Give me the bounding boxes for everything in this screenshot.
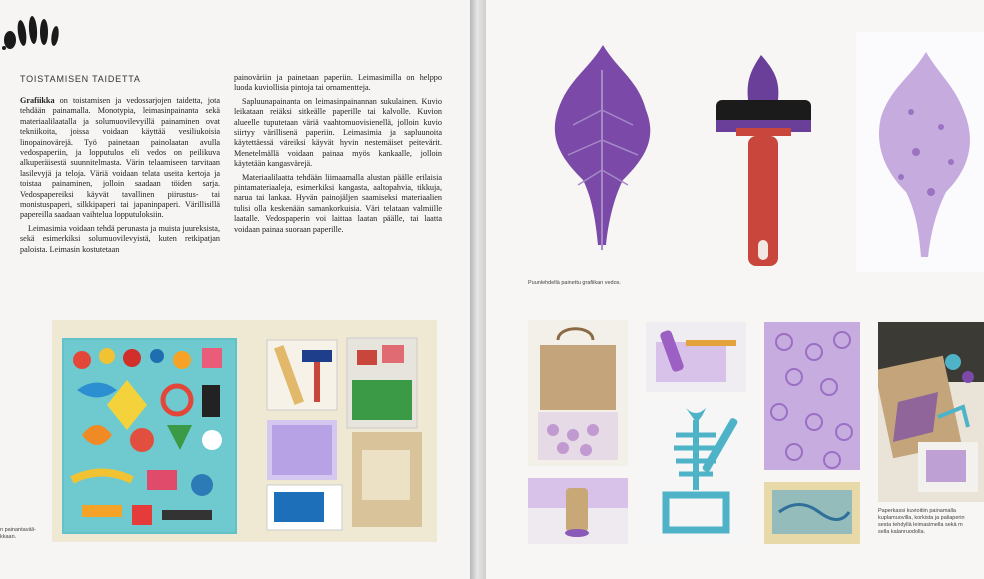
ink-roller-icon (696, 40, 831, 275)
small-roller-icon (646, 322, 746, 392)
bubble-roller-photo (646, 322, 746, 392)
bubble-print-photo (764, 322, 860, 470)
page-gutter (470, 0, 486, 579)
left-page (0, 0, 470, 579)
ink-roller-photo (696, 40, 831, 275)
lead-word: Grafiikka (20, 96, 55, 105)
printing-tools-photo (52, 320, 437, 542)
purple-leaf-photo (528, 30, 676, 275)
tools-caption-line-1: n painantaväli- (0, 527, 36, 533)
cork-stamp-icon (528, 478, 628, 544)
paragraph-3: painoväriin ja painetaan paperiin. Leimasimilla on helppo luoda kuviollisia pintoja tai ornamentteja. (234, 73, 442, 93)
printing-tools-illustration (52, 320, 437, 542)
bubble-texture (764, 322, 860, 470)
printed-bags-photo (878, 322, 984, 502)
purple-leaf-icon (528, 30, 676, 275)
paragraph-2: Leimasimia voidaan tehdä perunasta ja muista juureksista, sekä esimerkiksi solumuovilevyistä, kuten retkipatjan paloista. Leimasin kostutetaan (20, 223, 220, 254)
right-page (486, 0, 984, 579)
tools-photo-caption (0, 527, 50, 541)
bags-caption (878, 508, 984, 536)
leaf-print-icon (856, 32, 984, 272)
blue-print-texture (764, 482, 860, 544)
paper-bag-photo (528, 320, 628, 466)
bags-caption-line-3: sesta tehdyllä leimasimella sekä m (878, 522, 963, 528)
paper-bag-icon (528, 320, 628, 466)
bags-caption-line-1: Paperkassi kuvioitiin painamalla (878, 508, 956, 514)
leaf-print-caption: Puunlehdellä painettu grafiikan vedos. (528, 280, 621, 286)
text-column-1 (20, 96, 220, 258)
fish-stamp-icon (646, 400, 746, 545)
tools-caption-line-2: kkaan. (0, 534, 17, 540)
handprint-decoration (0, 0, 72, 52)
section-title: TOISTAMISEN TAIDETTA (20, 74, 141, 84)
paragraph-5: Materiaalilaatta tehdään liimaamalla alustan päälle erilaisia pintamateriaaleja, esimerkiksi kangasta, aaltopahvia, tikkuja, narua tai lankaa. Hyvän painojäljen saamiseksi materiaalien tulisi olla keskenään samankorkuisia. Väri telataan valmiille laatalle. Vedospaperin voi laittaa laatan päälle, tai laatta voidaan painaa suoraan paperille. (234, 172, 442, 234)
paragraph-1-text: on toistamisen ja vedossarjojen taidetta, jota tehdään painamalla. Monotypia, leimasinpainanta sekä materiaalilaatalla ja solumuovilevyillä painaminen ovat tekniikoita, joissa voidaan käyttää vesiliukoisia linopainovärejä. Työ painetaan painolaatan avulla vedospaperiin, ja lopputulos eli vedos on peilikuva alkuperäisestä suunnitelmasta. Värin telaamiseen tarvitaan lasilevyjä ja teloja. Väriä voidaan telata useita kertoja ja toistaa painaminen, jolloin saadaan töiden sarja. Vedospapereiksi käyvät tavallinen piirustus- tai monistuspaperi, silkkipaperi tai japaninpaperi. Värillisillä papereilla saadaan vaihtelua lopputuloksiin. (20, 96, 220, 220)
paragraph-4: Sapluunapainanta on leimasinpainannan sukulainen. Kuvio leikataan reiäksi sitkeälle paperille tai kalvolle. Kuvion alueelle tuputetaan väriä vaahtomuovisienellä, jolloin kuvio siirtyy värillisenä paperiin. Leimasimia ja sapluunoita käytettäessä väreiksi käyvät hyvin nestemäiset peitevärit. Menetelmällä voidaan painaa myös kankaalle, jolloin käytetään kangasvärejä. (234, 96, 442, 169)
fish-stamp-photo (646, 400, 746, 545)
paragraph-1 (20, 96, 220, 221)
blue-print-photo (764, 482, 860, 544)
bags-caption-line-4: sella kalanruodolla. (878, 529, 926, 535)
printed-bags-icon (878, 322, 984, 502)
bags-caption-line-2: kuplamuovilla, korkista ja paliaperin (878, 515, 965, 521)
text-column-2 (234, 73, 442, 238)
leaf-print-photo (856, 32, 984, 272)
cork-stamp-photo (528, 478, 628, 544)
